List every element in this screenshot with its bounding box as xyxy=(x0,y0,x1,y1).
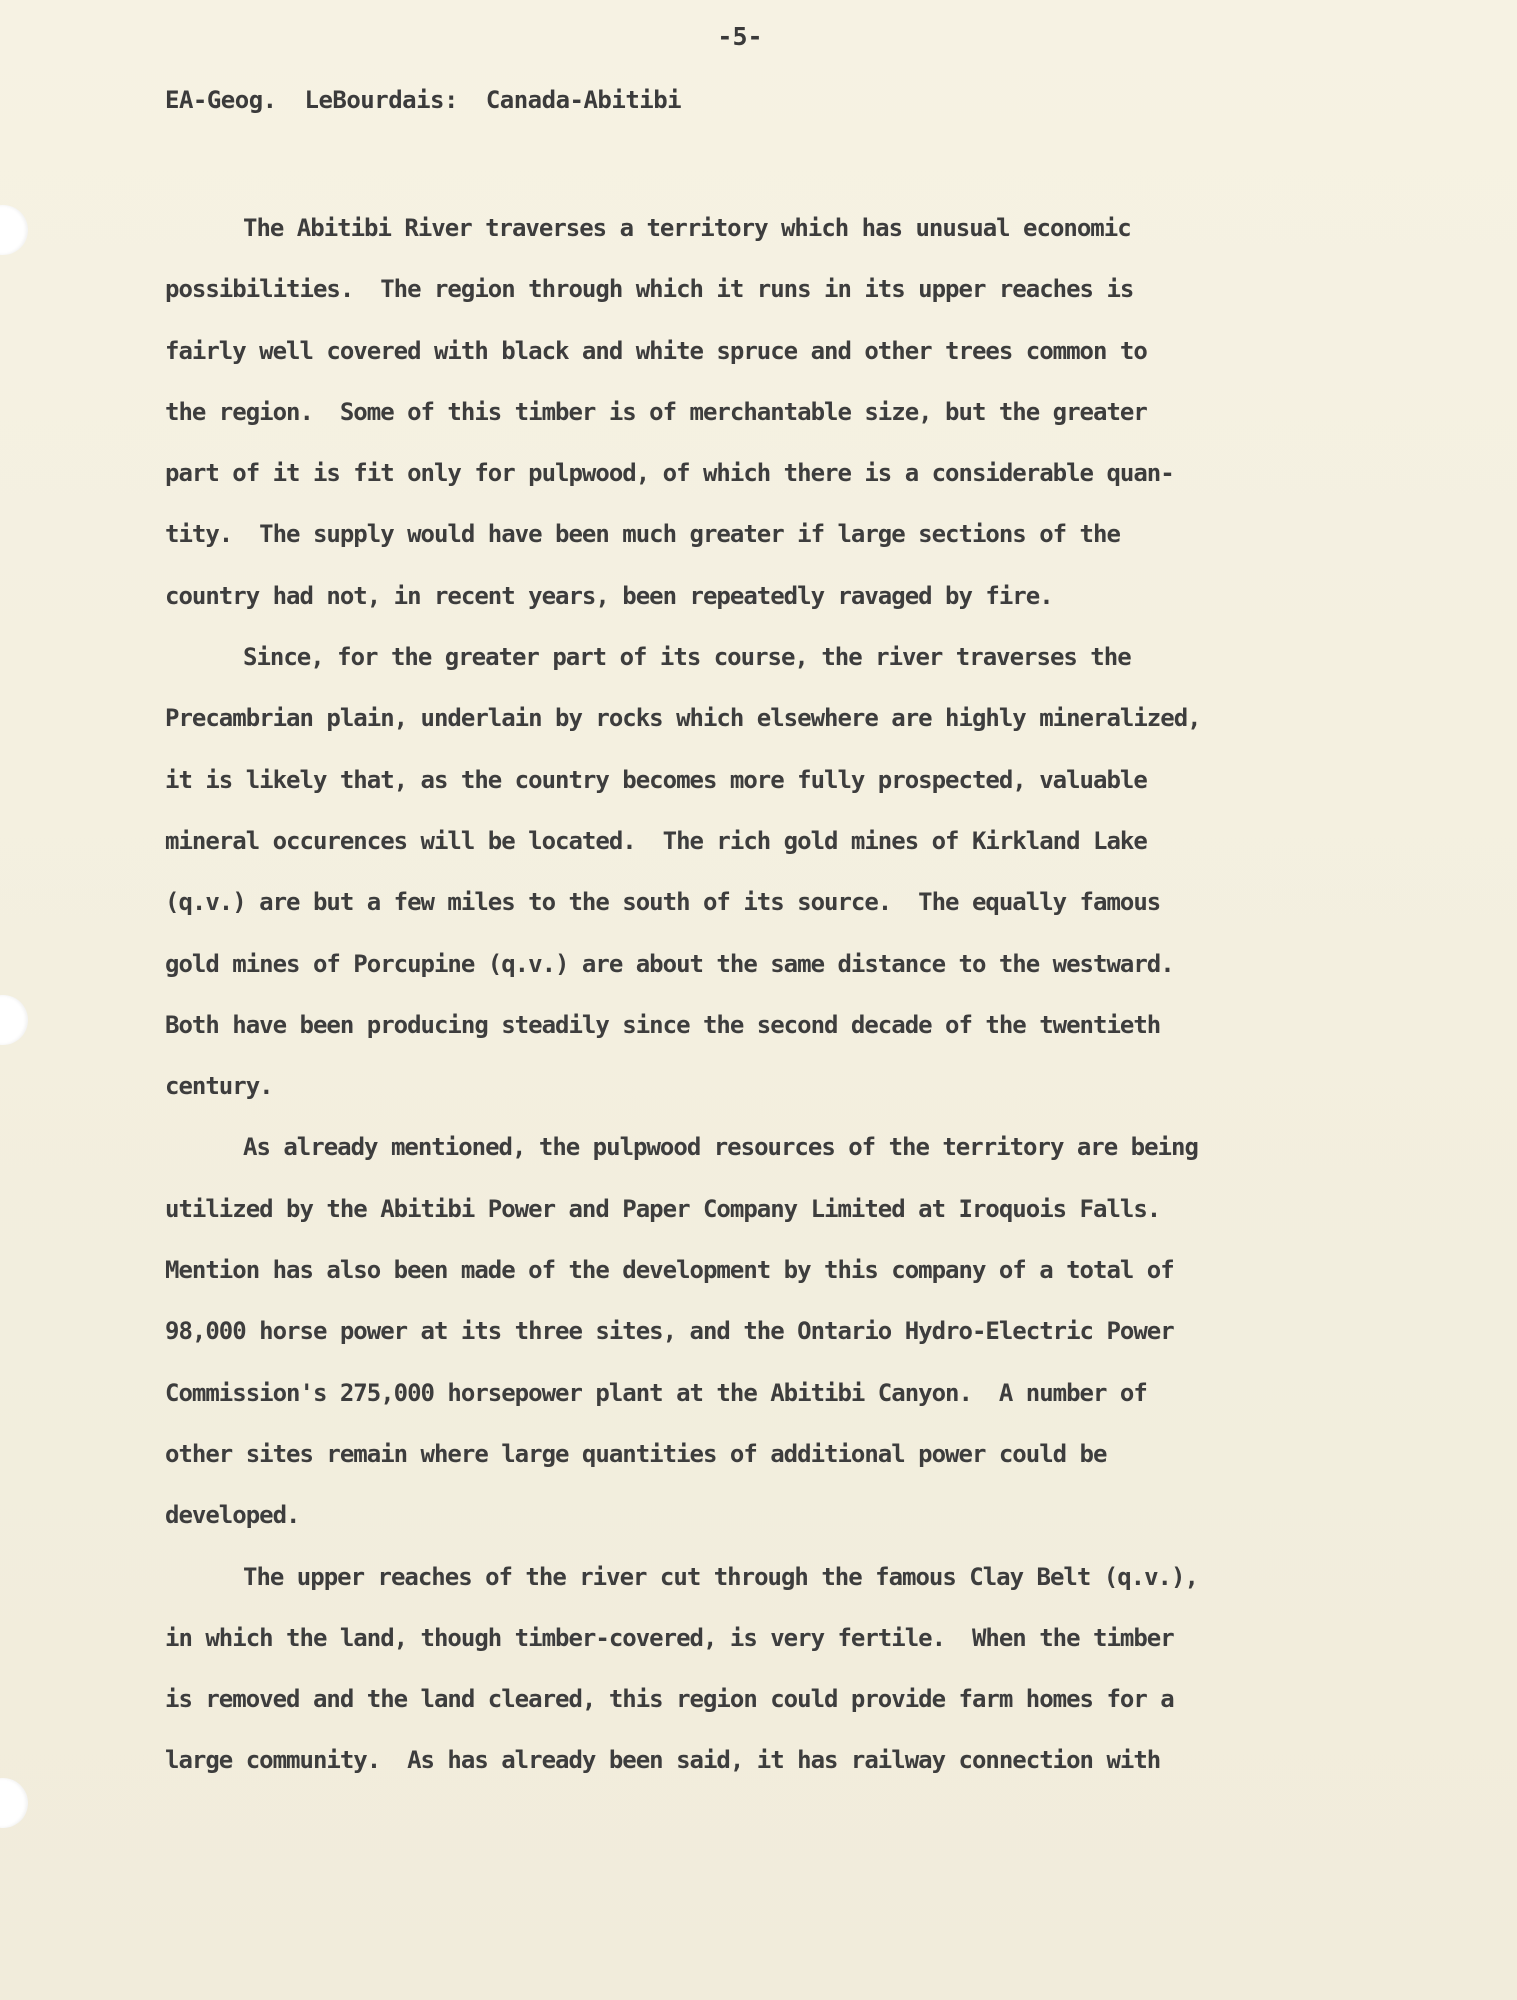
text-line: gold mines of Porcupine (q.v.) are about the same distance to the westward. xyxy=(165,949,1174,978)
text-line: fairly well covered with black and white spruce and other trees common to xyxy=(165,336,1147,365)
punch-hole-bottom xyxy=(0,1778,28,1828)
text-line: other sites remain where large quantities of additional power could be xyxy=(165,1439,1107,1468)
text-line: the region. Some of this timber is of merchantable size, but the greater xyxy=(165,397,1147,426)
text-line: century. xyxy=(165,1072,273,1101)
text-line: is removed and the land cleared, this region could provide farm homes for a xyxy=(165,1685,1174,1714)
text-line: part of it is fit only for pulpwood, of which there is a considerable quan- xyxy=(165,459,1174,488)
text-line: tity. The supply would have been much greater if large sections of the xyxy=(165,520,1120,549)
text-line: mineral occurences will be located. The rich gold mines of Kirkland Lake xyxy=(165,826,1147,855)
text-line: 98,000 horse power at its three sites, and the Ontario Hydro-Electric Power xyxy=(165,1317,1174,1346)
page-number: -5- xyxy=(717,22,763,51)
text-line: The upper reaches of the river cut through the famous Clay Belt (q.v.), xyxy=(243,1562,1198,1591)
text-line: in which the land, though timber-covered, is very fertile. When the timber xyxy=(165,1623,1174,1652)
text-line: utilized by the Abitibi Power and Paper Company Limited at Iroquois Falls. xyxy=(165,1194,1161,1223)
punch-hole-top xyxy=(0,205,28,255)
text-line: (q.v.) are but a few miles to the south of its source. The equally famous xyxy=(165,888,1161,917)
text-line: country had not, in recent years, been repeatedly ravaged by fire. xyxy=(165,581,1053,610)
text-line: As already mentioned, the pulpwood resources of the territory are being xyxy=(243,1133,1198,1162)
text-line: The Abitibi River traverses a territory which has unusual economic xyxy=(243,214,1131,242)
text-line: developed. xyxy=(165,1501,300,1530)
body-text xyxy=(165,198,1365,1792)
text-line: Mention has also been made of the development by this company of a total of xyxy=(165,1256,1174,1285)
text-line: it is likely that, as the country becomes more fully prospected, valuable xyxy=(165,765,1147,794)
text-line: large community. As has already been said, it has railway connection with xyxy=(165,1746,1161,1775)
text-line: Both have been producing steadily since the second decade of the twentieth xyxy=(165,1010,1161,1039)
text-line: Commission's 275,000 horsepower plant at the Abitibi Canyon. A number of xyxy=(165,1378,1147,1407)
document-header: EA-Geog. LeBourdais: Canada-Abitibi xyxy=(165,86,682,114)
punch-hole-middle xyxy=(0,995,28,1045)
text-line: possibilities. The region through which it runs in its upper reaches is xyxy=(165,275,1134,304)
text-line: Since, for the greater part of its course, the river traverses the xyxy=(243,643,1131,672)
text-line: Precambrian plain, underlain by rocks which elsewhere are highly mineralized, xyxy=(165,704,1201,733)
